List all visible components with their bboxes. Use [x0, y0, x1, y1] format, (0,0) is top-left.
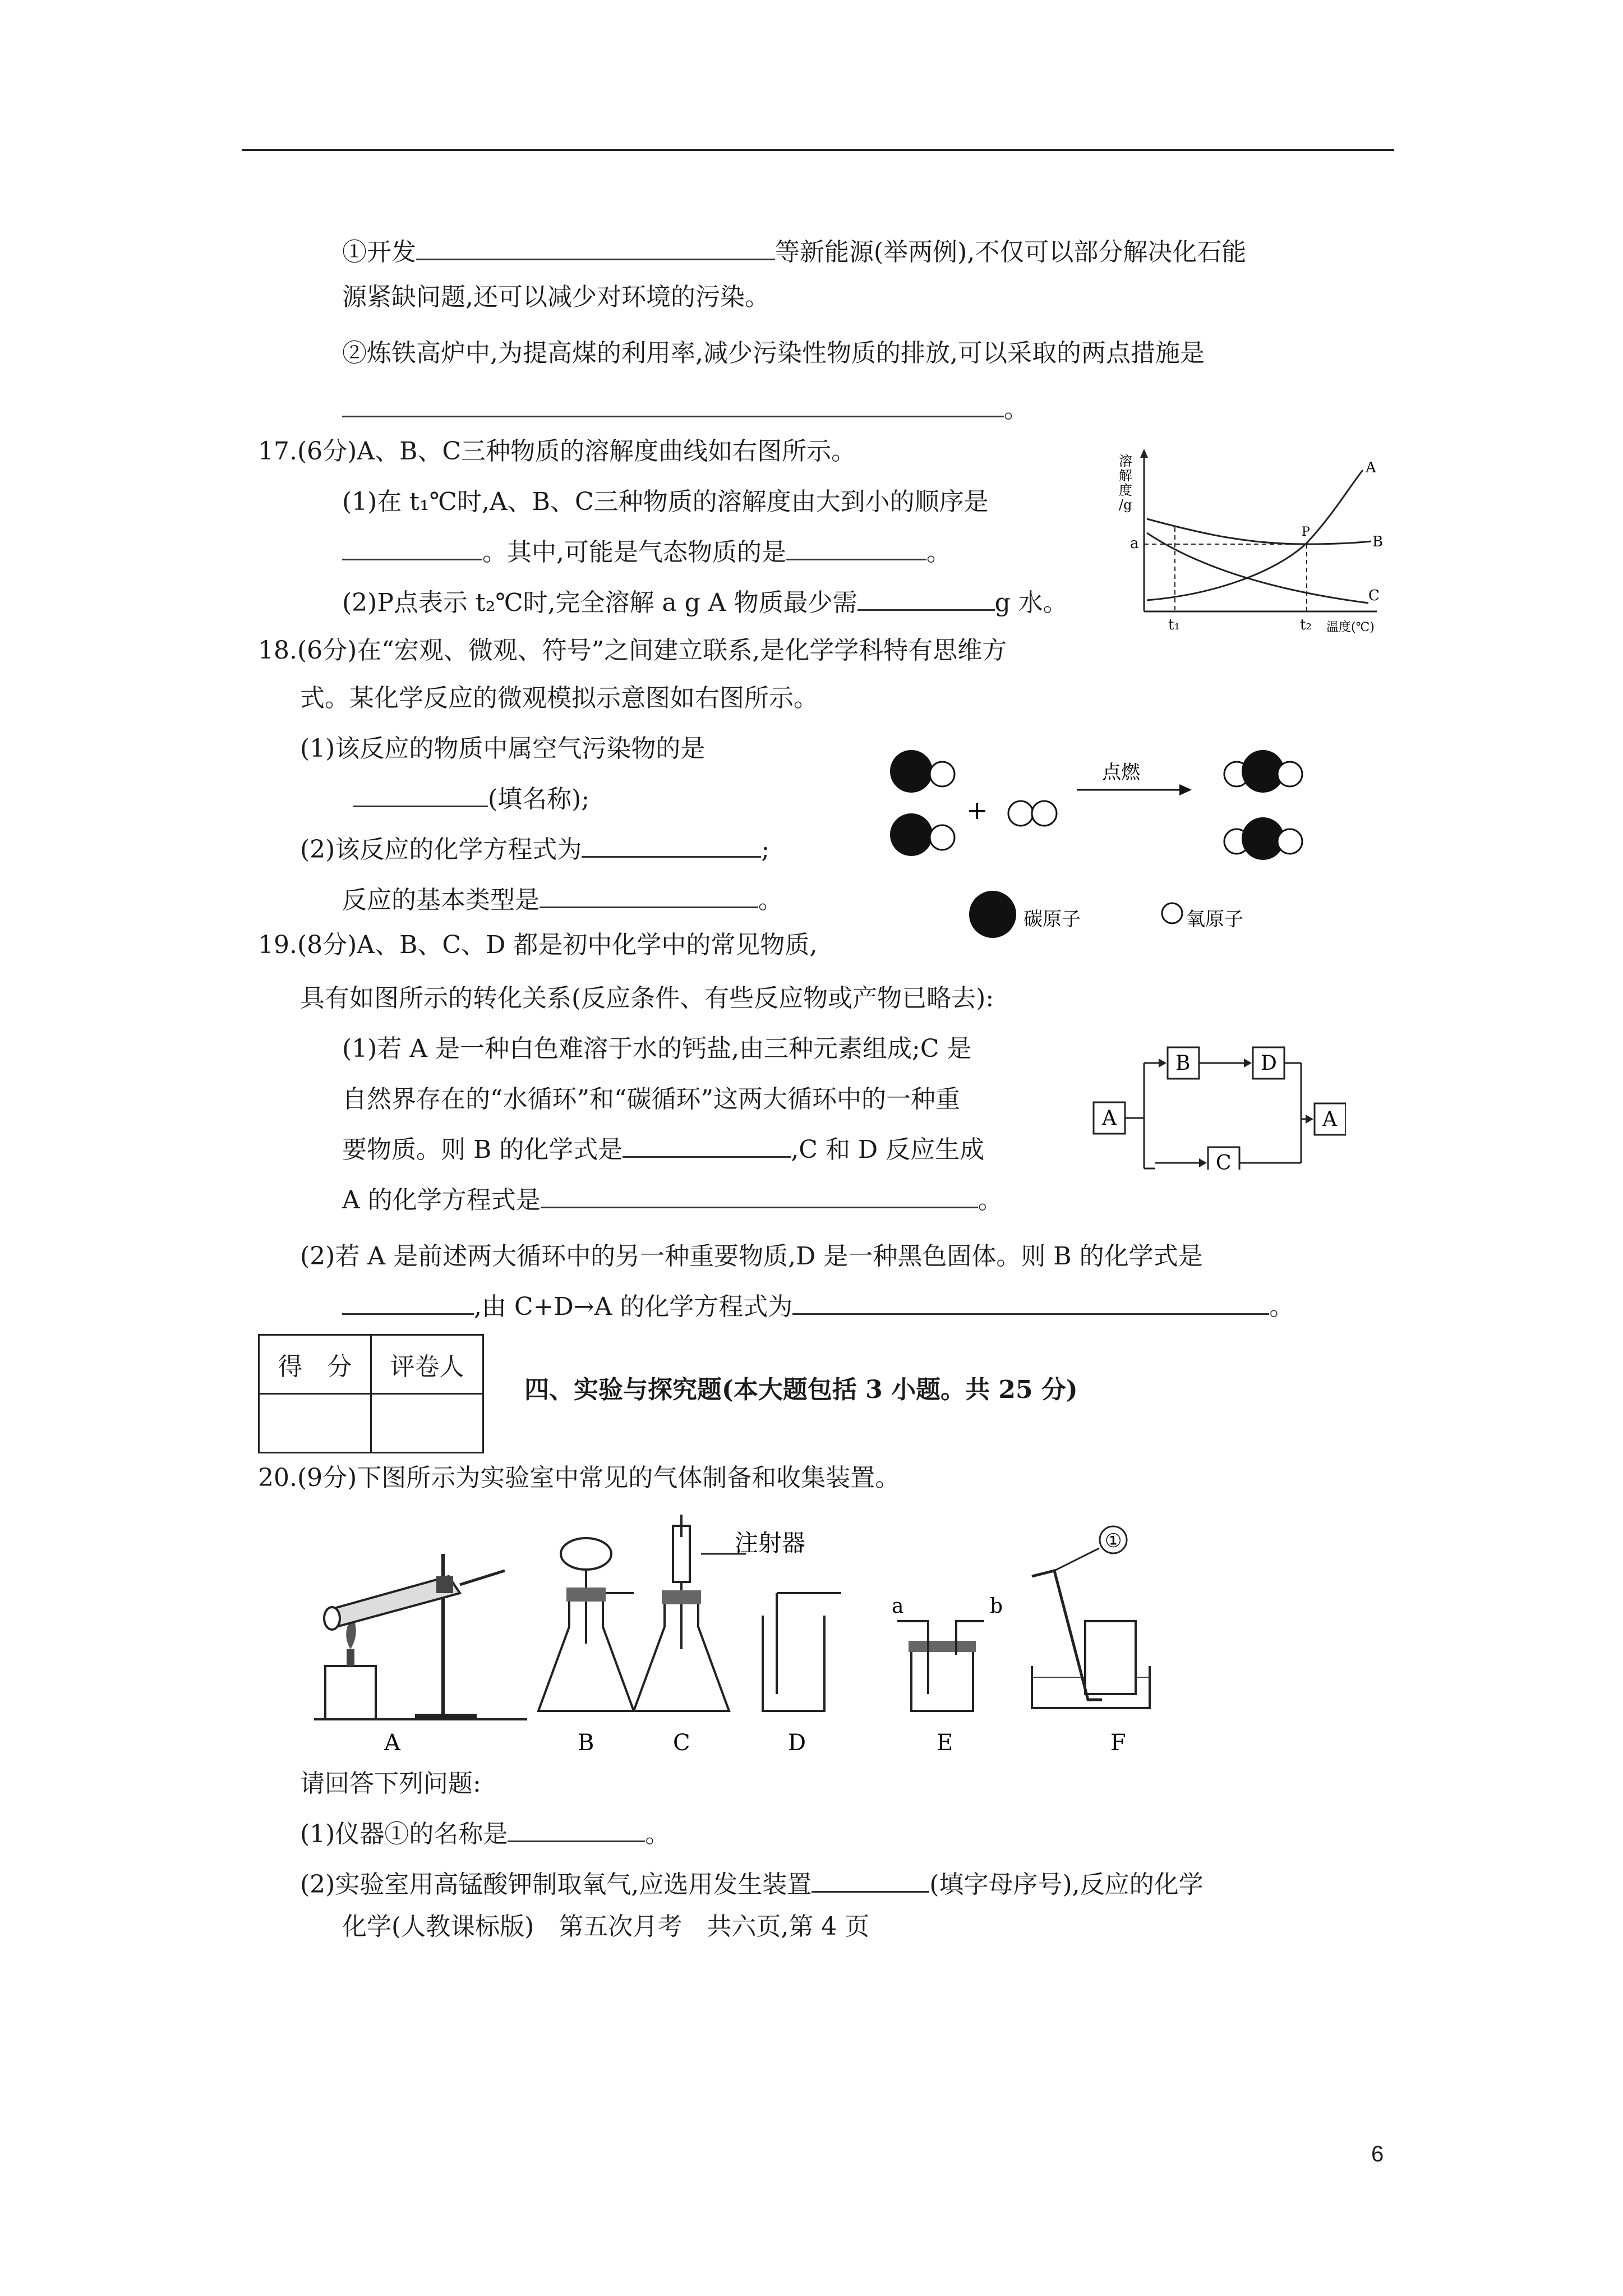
text: ,C 和 D 反应生成 [791, 1135, 985, 1164]
box-a-output-label: A [1322, 1108, 1337, 1131]
label-apparatus-c: C [673, 1730, 690, 1756]
delivery-tube [460, 1571, 505, 1585]
q18-part1: (1)该反应的物质中属空气污染物的是 [300, 734, 706, 763]
text: (1)仪器①的名称是 [300, 1820, 508, 1848]
oxygen-atom [930, 762, 955, 786]
stopper [909, 1641, 976, 1652]
legend-oxygen-atom [1162, 903, 1182, 923]
q18-part2 [300, 833, 769, 867]
answer-blank[interactable] [623, 1134, 791, 1158]
answer-blank[interactable] [342, 536, 482, 560]
p-label: P [1302, 525, 1310, 539]
text: ; [761, 835, 770, 864]
text: 。 [926, 538, 951, 567]
q19-part1a: (1)若 A 是一种白色难溶于水的钙盐,由三种元素组成;C 是 [342, 1034, 972, 1063]
label-apparatus-a: A [384, 1730, 400, 1756]
y-label: /g [1119, 497, 1132, 513]
q18-head: 18.(6分)在“宏观、微观、符号”之间建立联系,是化学学科特有思维方 [258, 636, 1007, 665]
answer-blank[interactable] [541, 1184, 978, 1208]
q19-part2a: (2)若 A 是前述两大循环中的另一种重要物质,D 是一种黑色固体。则 B 的化学式是 [300, 1242, 1203, 1271]
long-tube [897, 1621, 928, 1694]
q20-part1 [300, 1818, 670, 1851]
curve-c-label: C [1368, 587, 1380, 604]
lamp-base [325, 1666, 376, 1719]
y-label: 度 [1119, 482, 1132, 498]
arrow-head [1199, 1158, 1207, 1167]
y-label: 解 [1119, 468, 1132, 484]
label-apparatus-f: F [1110, 1730, 1126, 1756]
legend-oxygen-label: 氧原子 [1186, 908, 1243, 931]
apparatus-a [314, 1554, 527, 1720]
y-axis-arrow [1140, 449, 1148, 458]
grader-cell[interactable] [371, 1394, 483, 1453]
q19-head2: 具有如图所示的转化关系(反应条件、有些反应物或产物已略去): [300, 984, 994, 1013]
a-label: a [1130, 535, 1139, 552]
text: 。 [1269, 1292, 1294, 1321]
text: (填字母序号),反应的化学 [929, 1870, 1204, 1899]
answer-blank[interactable] [342, 1291, 474, 1315]
stopper [662, 1590, 701, 1604]
gas-jar [1085, 1621, 1136, 1694]
tube-end [324, 1607, 340, 1630]
exam-footer: 化学(人教课标版) 第五次月考 共六页,第 4 页 [342, 1912, 870, 1941]
q17-part1b [342, 536, 951, 569]
oxygen-atom [1032, 801, 1057, 826]
label-b: b [990, 1595, 1003, 1618]
conversion-flow-diagram [1088, 1041, 1346, 1170]
carbon-atom [890, 813, 933, 856]
apparatus-b [538, 1538, 634, 1711]
answer-blank[interactable] [353, 783, 488, 807]
curve-b-label: B [1372, 533, 1384, 550]
carbon-atom [890, 750, 933, 793]
x-label: 温度(℃) [1326, 620, 1375, 634]
text: (2)P点表示 t₂℃时,完全溶解 a g A 物质最少需 [342, 588, 857, 617]
arrow-head [1306, 1115, 1313, 1124]
solubility-graph [1113, 443, 1394, 639]
q20-part2 [300, 1868, 1204, 1902]
header-rule [242, 149, 1394, 151]
box-b-label: B [1175, 1052, 1191, 1075]
q19-part2b [342, 1290, 1294, 1324]
intro-line-3: ②炼铁高炉中,为提高煤的利用率,减少污染性物质的排放,可以采取的两点措施是 [342, 339, 1205, 367]
answer-blank[interactable] [540, 884, 758, 908]
text: g 水。 [994, 588, 1068, 617]
lamp-wick [347, 1649, 354, 1666]
q18-head2: 式。某化学反应的微观模拟示意图如右图所示。 [300, 684, 818, 712]
q17-head: 17.(6分)A、B、C三种物质的溶解度曲线如右图所示。 [258, 437, 856, 466]
answer-blank[interactable] [857, 587, 995, 611]
text: 反应的基本类型是 [342, 886, 540, 914]
oxygen-atom [1278, 829, 1302, 854]
q18-part3 [342, 884, 783, 917]
arrow-head [1244, 1059, 1252, 1068]
lab-apparatus-illustration [303, 1515, 1402, 1767]
syringe-label: 注射器 [735, 1529, 806, 1557]
box-d-label: D [1261, 1052, 1277, 1075]
oxygen-atom [1008, 801, 1033, 826]
answer-blank[interactable] [582, 834, 761, 858]
arrow-head [1159, 1059, 1166, 1068]
legend-carbon-atom [969, 891, 1016, 938]
q19-part1b: 自然界存在的“水循环”和“碳循环”这两大循环中的一种重 [342, 1085, 960, 1114]
oxygen-atom [930, 825, 955, 850]
intro-line-4 [342, 393, 1029, 426]
label-apparatus-e: E [937, 1730, 953, 1756]
grader-header: 评卷人 [371, 1335, 483, 1394]
circle-1-label: ① [1105, 1530, 1122, 1552]
answer-blank[interactable] [508, 1818, 645, 1842]
text: 要物质。则 B 的化学式是 [342, 1135, 623, 1164]
text: ,由 C+D→A 的化学方程式为 [474, 1292, 793, 1321]
text: 。 [758, 886, 783, 914]
legend-carbon-label: 碳原子 [1023, 908, 1081, 931]
arrow-label: 点燃 [1102, 761, 1140, 784]
score-cell[interactable] [259, 1394, 371, 1453]
answer-blank[interactable] [786, 536, 926, 560]
section-4-title: 四、实验与探究题(本大题包括 3 小题。共 25 分) [524, 1375, 1078, 1404]
apparatus-d [763, 1593, 841, 1711]
apparatus-e [892, 1595, 1003, 1711]
stopper [566, 1588, 606, 1602]
t2-label: t₂ [1300, 616, 1312, 633]
q19-part1c [342, 1133, 984, 1167]
answer-blank[interactable] [416, 236, 775, 260]
arrow-head [1179, 784, 1192, 795]
answer-blank[interactable] [792, 1291, 1269, 1315]
text: 。 [645, 1820, 670, 1848]
text: ①开发 [342, 238, 416, 266]
text: A 的化学方程式是 [342, 1186, 541, 1214]
curve-b [1147, 519, 1371, 544]
q17-part2 [342, 586, 1068, 620]
text: (2)实验室用高锰酸钾制取氧气,应选用发生装置 [300, 1870, 812, 1899]
t1-label: t₁ [1168, 616, 1180, 633]
page-number: 6 [1371, 2142, 1384, 2166]
text: (填名称); [488, 785, 590, 813]
funnel [561, 1538, 611, 1570]
label-apparatus-d: D [788, 1730, 806, 1756]
q20-ask: 请回答下列问题: [300, 1769, 481, 1798]
intro-line-1 [342, 236, 1246, 269]
bottle-body [911, 1649, 973, 1711]
oxygen-atom [1278, 762, 1302, 786]
score-table [258, 1334, 484, 1453]
answer-blank[interactable] [342, 393, 1004, 417]
text: 。 [978, 1186, 1003, 1214]
box-c-label: C [1216, 1152, 1232, 1170]
q19-part1d [342, 1184, 1003, 1217]
text: (2)该反应的化学方程式为 [300, 835, 582, 864]
q20-head: 20.(9分)下图所示为实验室中常见的气体制备和收集装置。 [258, 1464, 900, 1492]
apparatus-c [634, 1515, 805, 1711]
q19-head: 19.(8分)A、B、C、D 都是初中化学中的常见物质, [258, 931, 818, 959]
plus-sign: + [966, 795, 988, 825]
answer-blank[interactable] [811, 1869, 929, 1893]
reaction-diagram [883, 735, 1366, 948]
text: 等新能源(举两例),不仅可以部分解决化石能 [775, 238, 1247, 266]
apparatus-f [1032, 1526, 1150, 1708]
stand-base [415, 1714, 477, 1720]
label-a: a [892, 1595, 904, 1618]
text: 。 [1004, 395, 1029, 424]
text: 。其中,可能是气态物质的是 [482, 538, 786, 567]
score-header: 得 分 [259, 1335, 371, 1394]
q18-part1b [353, 783, 589, 816]
clamp [436, 1576, 453, 1593]
q17-part1: (1)在 t₁℃时,A、B、C三种物质的溶解度由大到小的顺序是 [342, 487, 989, 516]
intro-line-2: 源紧缺问题,还可以减少对环境的污染。 [342, 283, 769, 311]
circle-label-leader [1054, 1548, 1099, 1571]
y-label: 溶 [1119, 453, 1132, 469]
curve-a-label: A [1366, 459, 1376, 476]
box-a-label: A [1102, 1107, 1117, 1130]
label-apparatus-b: B [578, 1730, 594, 1756]
bottle-body [763, 1616, 824, 1711]
